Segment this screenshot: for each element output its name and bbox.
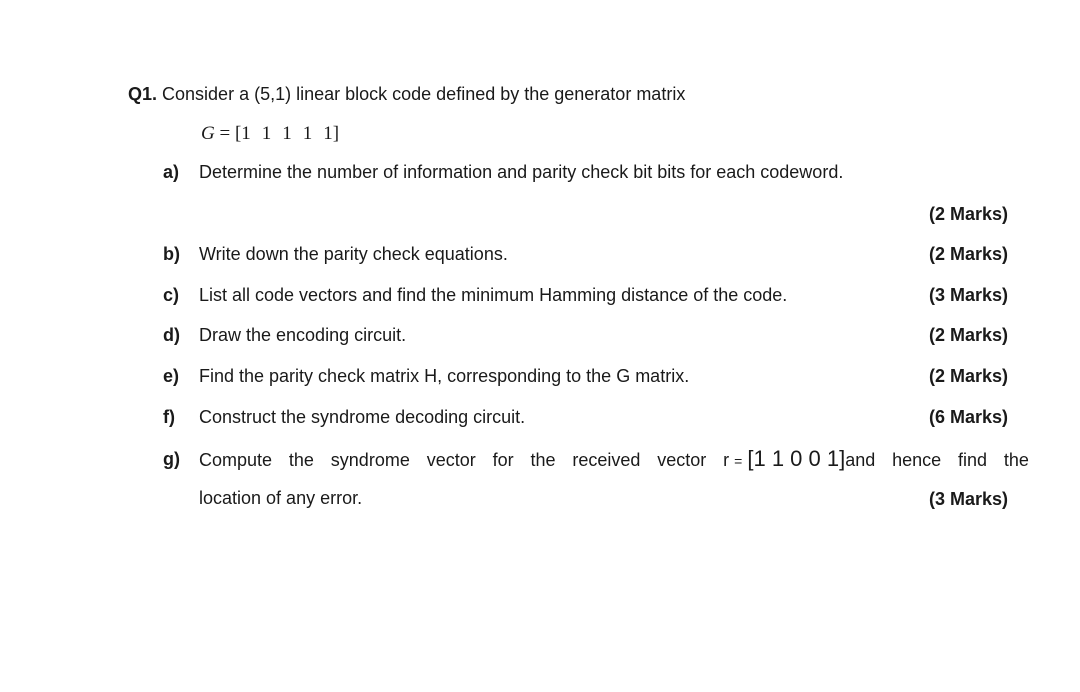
part-label: d) — [163, 325, 180, 345]
part-label: g) — [163, 449, 180, 469]
part-label: f) — [163, 407, 175, 427]
part-g-continuation: location of any error. — [199, 488, 363, 508]
generator-matrix — [201, 123, 339, 145]
part-marks: (2 Marks) — [928, 204, 1008, 224]
part-word: for — [492, 450, 514, 470]
part-word: r — [723, 450, 730, 470]
part-marks: (2 Marks) — [928, 366, 1008, 386]
part-word: vector — [657, 450, 707, 470]
part-word: Compute — [199, 450, 273, 470]
question-text: Consider a (5,1) linear block code defined by the generator matrix — [162, 84, 686, 104]
part-word: vector — [426, 450, 476, 470]
part-label: c) — [163, 285, 180, 305]
part-text: Write down the parity check equations. — [199, 244, 508, 264]
part-text: Construct the syndrome decoding circuit. — [199, 407, 526, 427]
part-d — [163, 325, 1013, 349]
matrix-entry: 1 — [302, 123, 313, 144]
part-label: a) — [163, 162, 180, 182]
part-e — [163, 366, 1013, 390]
part-g-marks-row — [0, 489, 1008, 513]
matrix-entry: 1 — [282, 123, 292, 144]
matrix-entry: 1 — [261, 123, 272, 144]
matrix-entry: [1 — [234, 123, 251, 144]
part-text: List all code vectors and find the minimum Hamming distance of the code. — [199, 285, 788, 305]
part-marks: (2 Marks) — [928, 325, 1008, 345]
part-word: and — [845, 450, 876, 470]
part-word: the — [1003, 450, 1029, 470]
part-marks: (2 Marks) — [928, 244, 1008, 264]
question-heading — [128, 84, 685, 105]
matrix-entry: 1] — [323, 123, 340, 144]
part-a — [163, 162, 1013, 186]
part-marks: (3 Marks) — [928, 285, 1008, 305]
part-word: received — [572, 450, 641, 470]
question-number: Q1. — [128, 84, 158, 104]
part-marks: (6 Marks) — [928, 407, 1008, 427]
part-text: Determine the number of information and parity check bit bits for each codeword. — [199, 162, 844, 182]
part-label: b) — [163, 244, 180, 264]
part-g-text — [199, 446, 1029, 472]
part-word: the — [530, 450, 556, 470]
part-text: Draw the encoding circuit. — [199, 325, 407, 345]
matrix-symbol: G — [201, 123, 215, 144]
part-text: Find the parity check matrix H, corresponding to the G matrix. — [199, 366, 690, 386]
part-marks: (3 Marks) — [928, 489, 1008, 509]
part-word: find — [958, 450, 988, 470]
matrix-equals: = — [219, 123, 231, 144]
part-b — [163, 244, 1013, 268]
part-f — [163, 407, 1013, 431]
part-a-marks-row — [0, 204, 1008, 228]
part-g-label-row — [163, 449, 193, 473]
part-word: = — [734, 453, 743, 469]
part-word: the — [288, 450, 314, 470]
part-label: e) — [163, 366, 180, 386]
part-word: hence — [892, 450, 942, 470]
received-vector: [1 1 0 0 1] — [747, 446, 846, 471]
part-word: syndrome — [330, 450, 410, 470]
part-c — [163, 285, 1013, 309]
